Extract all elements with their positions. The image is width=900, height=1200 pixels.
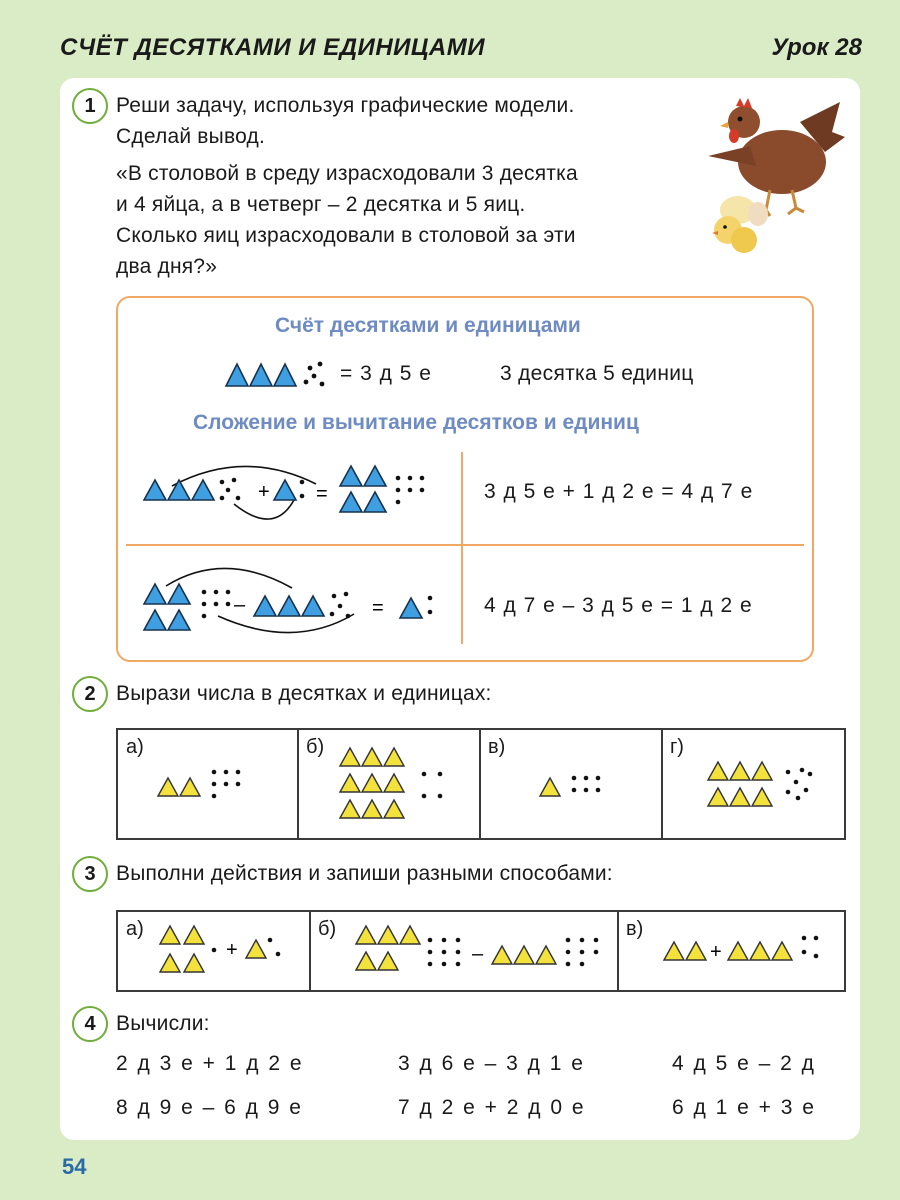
task-1-problem-line-1: «В столовой в среду израсходовали 3 десятка [116,162,578,185]
task-2-figure-a [158,764,250,804]
task-4-number: 4 [72,1006,108,1042]
task-3-figure-b [356,920,606,980]
page-header [0,28,900,72]
task-2-figure-c [540,770,610,800]
task-1-instruction-line-1: Реши задачу, используя графические модели. [116,94,575,117]
plus-sign: + [258,481,270,503]
subtraction-equation: 4 д 7 е – 3 д 5 е = 1 д 2 е [484,594,753,617]
plus-sign: + [710,941,722,963]
task-3-number: 3 [72,856,108,892]
task-2-cell-a-label: а) [126,736,144,758]
task-2-instruction: Вырази числа в десятках и единицах: [116,682,492,705]
expression-2: 3 д 6 е – 3 д 1 е [398,1052,585,1075]
model-equation: = 3 д 5 е [340,362,432,385]
task-1-problem-line-2: и 4 яйца, а в четверг – 2 десятка и 5 яиц. [116,193,526,216]
chicks [712,196,768,253]
equals-sign: = [316,483,328,505]
task-2-cell-c-label: в) [488,736,506,758]
expression-4: 8 д 9 е – 6 д 9 е [116,1096,303,1119]
task-2-cell-b-label: б) [306,736,325,758]
task-2-cell-d-label: г) [670,736,684,758]
task-1-instruction-line-2: Сделай вывод. [116,125,265,148]
expression-6: 6 д 1 е + 3 е [672,1096,816,1119]
hen-illustration [700,92,845,272]
addition-model [144,456,434,526]
page-number: 54 [62,1154,87,1179]
expression-1: 2 д 3 е + 1 д 2 е [116,1052,304,1075]
task-3-cell-b-label: б) [318,918,337,940]
expression-3: 4 д 5 е – 2 д [672,1052,816,1075]
equals-sign: = [372,597,384,619]
task-2-figure-d [708,758,818,810]
lesson-number: Урок 28 [771,34,862,61]
subtraction-model [144,566,434,636]
task-3-instruction: Выполни действия и запиши разными способами: [116,862,613,885]
task-3-figure-a [160,922,290,978]
task-3-figure-c [664,932,834,972]
task-3-cell-a-label: а) [126,918,144,940]
lesson-title: СЧЁТ ДЕСЯТКАМИ И ЕДИНИЦАМИ [60,34,485,61]
expression-5: 7 д 2 е + 2 д 0 е [398,1096,586,1119]
task-2-number: 2 [72,676,108,712]
info-heading-operations: Сложение и вычитание десятков и единиц [193,411,639,434]
plus-sign: + [226,939,238,961]
addition-equation: 3 д 5 е + 1 д 2 е = 4 д 7 е [484,480,754,503]
task-4-instruction: Вычисли: [116,1012,210,1035]
minus-sign: – [472,943,484,965]
task-3-cell-c-label: в) [626,918,644,940]
task-1-problem-line-3: Сколько яиц израсходовали в столовой за эти [116,224,576,247]
task-2-figure-b [340,746,450,824]
info-heading-counting: Счёт десятками и единицами [275,314,581,337]
task-1-problem-line-4: два дня?» [116,255,218,278]
model-words: 3 десятка 5 единиц [500,362,694,385]
task-1-number: 1 [72,88,108,124]
minus-sign: – [234,594,246,616]
